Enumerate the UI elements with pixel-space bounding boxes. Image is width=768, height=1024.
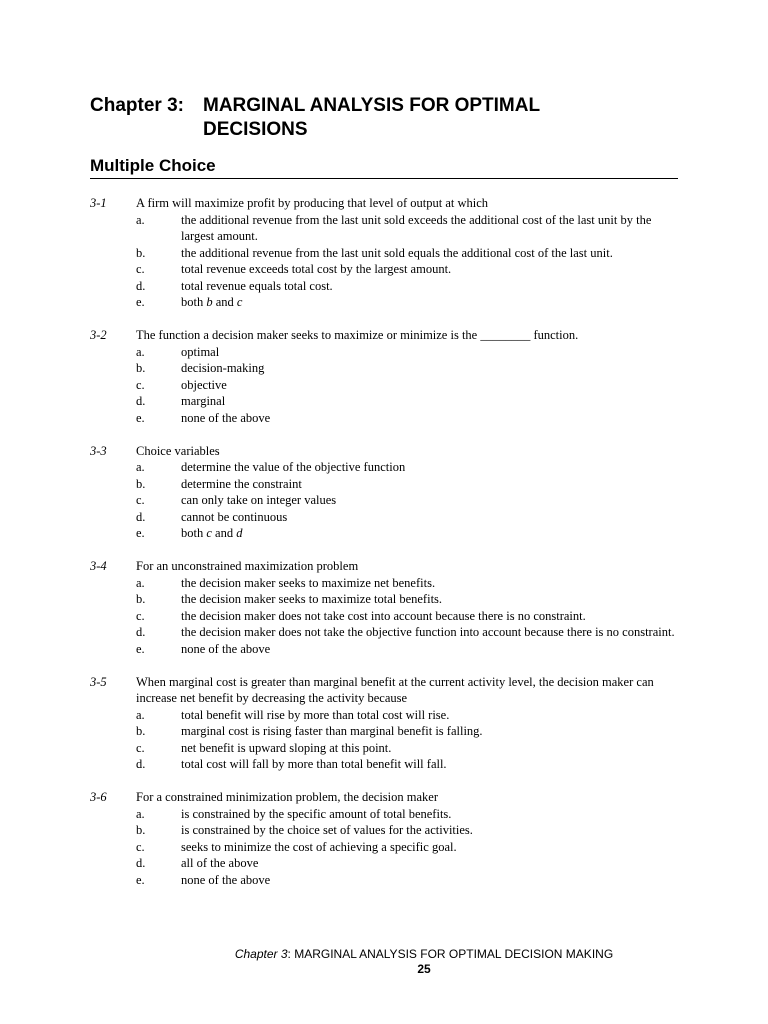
question-number: 3-4 <box>90 559 107 573</box>
answer-option <box>90 459 680 476</box>
option-letter: e. <box>136 526 145 540</box>
answer-option <box>90 641 680 658</box>
question-stem <box>90 674 680 707</box>
question-stem <box>90 558 680 575</box>
question-list <box>90 195 680 905</box>
answer-option <box>90 245 680 262</box>
question-stem <box>90 327 680 344</box>
option-letter: d. <box>136 757 146 771</box>
option-text: all of the above <box>181 856 259 870</box>
option-text: total revenue exceeds total cost by the largest amount. <box>181 262 452 276</box>
question-number: 3-5 <box>90 674 107 689</box>
running-footer-chapter: Chapter 3 <box>234 947 288 961</box>
option-letter: a. <box>136 344 145 359</box>
option-text: objective <box>181 377 227 392</box>
option-letter: e. <box>136 410 145 425</box>
option-text: the decision maker does not take cost into account because there is no constraint. <box>181 608 586 623</box>
option-text: the decision maker does not take the objective function into account because there is no constraint. <box>181 625 675 639</box>
answer-option <box>90 492 680 509</box>
answer-option <box>90 393 680 410</box>
question-number: 3-2 <box>90 328 107 342</box>
option-letter: a. <box>136 460 145 474</box>
answer-option <box>90 261 680 278</box>
question-stem <box>90 443 680 460</box>
section-heading: Multiple Choice <box>90 156 678 179</box>
option-letter: d. <box>136 394 146 408</box>
option-letter: e. <box>136 641 145 656</box>
question-number: 3-6 <box>90 790 107 804</box>
option-text: determine the value of the objective function <box>181 460 406 474</box>
option-text: determine the constraint <box>181 476 302 491</box>
answer-option <box>90 806 680 823</box>
answer-option <box>90 377 680 394</box>
question-item <box>90 327 680 426</box>
question-text: When marginal cost is greater than marginal benefit at the current activity level, the decision maker can increase net benefit by decreasing the activity because <box>136 674 654 705</box>
question-item <box>90 674 680 773</box>
answer-option <box>90 839 680 856</box>
option-text: net benefit is upward sloping at this point. <box>181 740 392 755</box>
option-text: the decision maker seeks to maximize net benefits. <box>181 575 436 590</box>
option-text: decision-making <box>181 361 265 375</box>
answer-option <box>90 723 680 740</box>
answer-option <box>90 740 680 757</box>
answer-option <box>90 344 680 361</box>
answer-option <box>90 624 680 641</box>
option-text: seeks to minimize the cost of achieving a specific goal. <box>181 839 457 854</box>
option-text: the decision maker seeks to maximize total benefits. <box>181 592 443 606</box>
chapter-name: MARGINAL ANALYSIS FOR OPTIMAL DECISIONS <box>203 95 540 140</box>
question-stem <box>90 195 680 212</box>
option-text: marginal <box>181 394 226 408</box>
answer-option <box>90 822 680 839</box>
option-text: none of the above <box>181 872 271 887</box>
chapter-label: Chapter 3: <box>90 95 184 116</box>
option-text: none of the above <box>181 410 271 425</box>
running-footer <box>0 947 768 962</box>
option-text: total benefit will rise by more than total cost will rise. <box>181 707 450 722</box>
option-text: is constrained by the choice set of values for the activities. <box>181 823 473 837</box>
option-letter: b. <box>136 724 146 738</box>
option-letter: d. <box>136 278 146 293</box>
option-letter: e. <box>136 295 145 309</box>
option-text: none of the above <box>181 641 271 656</box>
question-text: For an unconstrained maximization problem <box>136 559 359 573</box>
option-letter: b. <box>136 361 146 375</box>
question-number: 3-1 <box>90 196 107 210</box>
chapter-title <box>90 94 623 142</box>
option-letter: a. <box>136 806 145 821</box>
question-text: A firm will maximize profit by producing that level of output at which <box>136 196 489 210</box>
question-item <box>90 443 680 542</box>
option-letter: d. <box>136 856 146 870</box>
question-text: Choice variables <box>136 443 220 458</box>
running-footer-title: : MARGINAL ANALYSIS FOR OPTIMAL DECISION MAKING <box>287 947 614 961</box>
option-text: is constrained by the specific amount of total benefits. <box>181 806 452 821</box>
option-text: marginal cost is rising faster than marginal benefit is falling. <box>181 724 483 738</box>
option-text: both b and c <box>181 295 243 309</box>
option-text: can only take on integer values <box>181 493 337 507</box>
option-letter: b. <box>136 245 146 260</box>
answer-option <box>90 591 680 608</box>
question-item <box>90 195 680 311</box>
answer-option <box>90 872 680 889</box>
answer-option <box>90 360 680 377</box>
option-text: both c and d <box>181 526 243 540</box>
option-letter: c. <box>136 377 145 392</box>
question-stem <box>90 789 680 806</box>
answer-option <box>90 608 680 625</box>
option-letter: a. <box>136 707 145 722</box>
answer-option <box>90 756 680 773</box>
option-letter: d. <box>136 509 146 524</box>
option-text: total cost will fall by more than total benefit will fall. <box>181 757 447 771</box>
answer-option <box>90 410 680 427</box>
option-text: the additional revenue from the last unit sold exceeds the additional cost of the last unit by the largest amount. <box>181 212 652 243</box>
question-text: For a constrained minimization problem, the decision maker <box>136 790 439 804</box>
option-text: total revenue equals total cost. <box>181 278 333 293</box>
answer-option <box>90 509 680 526</box>
option-letter: c. <box>136 608 145 623</box>
answer-option <box>90 476 680 493</box>
option-letter: a. <box>136 212 145 227</box>
option-letter: c. <box>136 262 145 276</box>
question-text: The function a decision maker seeks to maximize or minimize is the ________ function. <box>136 328 579 342</box>
option-letter: c. <box>136 493 145 507</box>
option-text: optimal <box>181 344 220 359</box>
answer-option <box>90 278 680 295</box>
answer-option <box>90 707 680 724</box>
option-letter: c. <box>136 740 145 755</box>
option-letter: b. <box>136 476 146 491</box>
option-text: cannot be continuous <box>181 509 288 524</box>
answer-option <box>90 294 680 311</box>
option-letter: c. <box>136 839 145 854</box>
option-text: the additional revenue from the last unit sold equals the additional cost of the last unit. <box>181 245 613 260</box>
answer-option <box>90 525 680 542</box>
option-letter: b. <box>136 823 146 837</box>
answer-option <box>90 855 680 872</box>
question-number: 3-3 <box>90 443 107 458</box>
option-letter: b. <box>136 592 146 606</box>
option-letter: d. <box>136 625 146 639</box>
question-item <box>90 558 680 657</box>
page-number: 25 <box>417 962 431 976</box>
option-letter: a. <box>136 575 145 590</box>
option-letter: e. <box>136 872 145 887</box>
answer-option <box>90 575 680 592</box>
question-item <box>90 789 680 888</box>
answer-option <box>90 212 680 245</box>
